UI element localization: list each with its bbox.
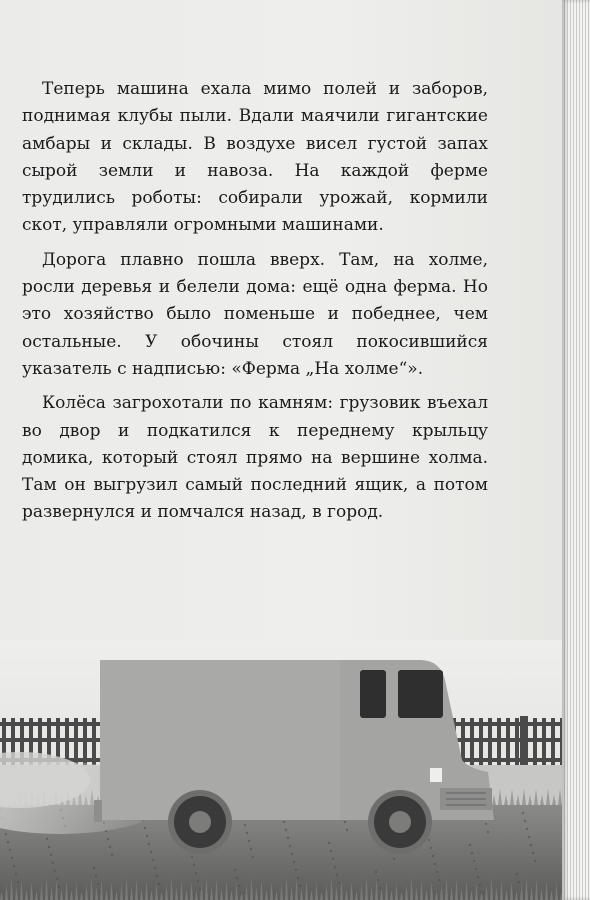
paragraph-2: Дорога плавно пошла вверх. Там, на холме, росли деревья и белели дома: ещё одна ферма. Но это хозяйство было поменьше и победнее, чем остальные. У обочины стоял покосившийся указатель с надписью: «Ферма „На холме“». [22,249,488,379]
page-text [22,76,488,534]
headlight [430,768,442,782]
cab-side-window [360,670,386,718]
paragraph-3: Колёса загрохотали по камням: грузовик въехал во двор и подкатился к переднему крыльцу домика, который стоял прямо на вершине холма. Там он выгрузил самый последний ящик, а потом развернулся и помчался назад, в город. [22,393,488,523]
truck-illustration [0,640,562,900]
paragraph-1: Теперь машина ехала мимо полей и заборов, поднимая клубы пыли. Вдали маячили гигантские амбары и склады. В воздухе висел густой запах сырой земли и навоза. На каждой ферме трудились роботы: собирали урожай, кормили скот, управляли огромными машинами. [22,79,488,236]
page-stack-edge [562,0,590,900]
cab-front-window [398,670,443,718]
